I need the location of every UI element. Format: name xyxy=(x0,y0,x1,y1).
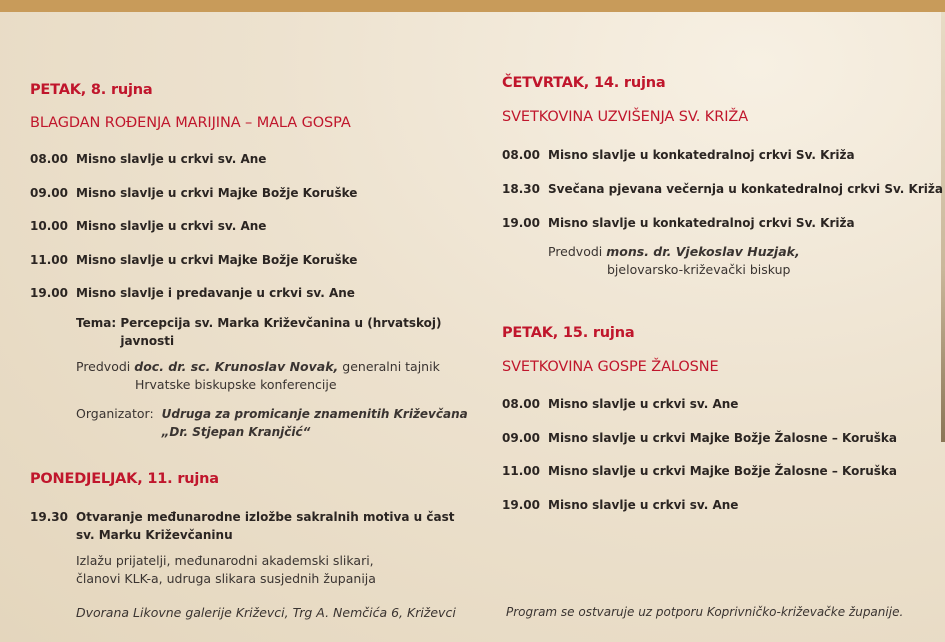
lecture-topic xyxy=(76,314,442,350)
predvodi-label: Predvodi xyxy=(548,244,603,259)
schedule-row xyxy=(502,464,897,478)
event-time: 09.00 xyxy=(30,186,68,200)
top-bar xyxy=(0,0,945,12)
day-heading-petak-8: PETAK, 8. rujna xyxy=(30,82,153,98)
event-time: 10.00 xyxy=(30,219,68,233)
event-time: 08.00 xyxy=(502,148,540,162)
tema-line-2: javnosti xyxy=(120,334,175,348)
presider-note xyxy=(76,358,440,394)
predvodi-label: Predvodi xyxy=(76,359,131,374)
tema-label: Tema: xyxy=(76,316,117,330)
right-edge-shadow xyxy=(941,12,945,442)
schedule-row xyxy=(30,186,357,200)
event-time: 08.00 xyxy=(502,397,540,411)
event-time: 19.00 xyxy=(502,216,540,230)
event-time: 08.00 xyxy=(30,152,68,166)
feast-title-gospe-zalosne: SVETKOVINA GOSPE ŽALOSNE xyxy=(502,359,719,375)
day-heading-cetvrtak-14: ČETVRTAK, 14. rujna xyxy=(502,75,666,91)
event-time: 11.00 xyxy=(30,253,68,267)
event-time: 19.00 xyxy=(502,498,540,512)
presider-note xyxy=(548,243,800,279)
event-text: Misno slavlje u konkatedralnoj crkvi Sv. Križa xyxy=(548,148,855,162)
tema-line-1: Percepcija sv. Marka Križevčanina u (hrvatskoj) xyxy=(120,316,442,330)
presider-name: mons. dr. Vjekoslav Huzjak, xyxy=(606,244,800,259)
event-text: Svečana pjevana večernja u konkatedralnoj crkvi Sv. Križa xyxy=(548,182,943,196)
organizer-line-1: Udruga za promicanje znamenitih Križevčana xyxy=(161,407,468,421)
day-heading-ponedjeljak-11: PONEDJELJAK, 11. rujna xyxy=(30,471,219,487)
sponsor-footer: Program se ostvaruje uz potporu Koprivničko-križevačke županije. xyxy=(506,605,904,619)
schedule-row xyxy=(502,182,943,196)
schedule-row xyxy=(502,216,855,230)
schedule-row xyxy=(30,152,266,166)
schedule-row xyxy=(30,219,266,233)
event-text: Misno slavlje i predavanje u crkvi sv. Ane xyxy=(76,286,355,300)
event-text: Misno slavlje u crkvi Majke Božje Žalosne – Koruška xyxy=(548,431,898,445)
event-time: 18.30 xyxy=(502,182,540,196)
event-text: Misno slavlje u konkatedralnoj crkvi Sv. Križa xyxy=(548,216,855,230)
schedule-row xyxy=(30,253,357,267)
event-text: Misno slavlje u crkvi Majke Božje Koruške xyxy=(76,253,358,267)
event-line-2: sv. Marku Križevčaninu xyxy=(76,528,233,542)
event-time: 11.00 xyxy=(502,464,540,478)
schedule-row xyxy=(502,397,738,411)
organizer-label: Organizator: xyxy=(76,406,154,421)
presider-role: bjelovarsko-križevački biskup xyxy=(607,262,791,277)
event-text: Misno slavlje u crkvi sv. Ane xyxy=(76,152,267,166)
event-line-1: Otvaranje međunarodne izložbe sakralnih motiva u čast xyxy=(76,510,455,524)
organizer-note xyxy=(76,405,468,441)
feast-title-mala-gospa: BLAGDAN ROĐENJA MARIJINA – MALA GOSPA xyxy=(30,115,351,131)
event-text: Misno slavlje u crkvi sv. Ane xyxy=(548,498,739,512)
event-text: Misno slavlje u crkvi sv. Ane xyxy=(548,397,739,411)
exhibitors-note xyxy=(76,552,376,588)
presider-role-2: Hrvatske biskupske konferencije xyxy=(135,377,337,392)
schedule-row xyxy=(502,498,738,512)
schedule-row xyxy=(502,431,897,445)
feast-title-uzvisenje-kriza: SVETKOVINA UZVIŠENJA SV. KRIŽA xyxy=(502,109,749,125)
event-text: Misno slavlje u crkvi Majke Božje Koruške xyxy=(76,186,358,200)
schedule-row xyxy=(502,148,855,162)
exhibition-row xyxy=(30,508,454,544)
event-time: 09.00 xyxy=(502,431,540,445)
event-time: 19.30 xyxy=(30,510,68,524)
schedule-row xyxy=(30,286,355,300)
event-time: 19.00 xyxy=(30,286,68,300)
organizer-line-2: „Dr. Stjepan Kranjčić“ xyxy=(161,425,311,439)
presider-name: doc. dr. sc. Krunoslav Novak, xyxy=(134,359,339,374)
event-text: Misno slavlje u crkvi sv. Ane xyxy=(76,219,267,233)
event-text: Misno slavlje u crkvi Majke Božje Žalosne – Koruška xyxy=(548,464,898,478)
presider-role-1: generalni tajnik xyxy=(342,359,440,374)
exhibitors-line-2: članovi KLK-a, udruga slikara susjednih županija xyxy=(76,571,376,586)
exhibitors-line-1: Izlažu prijatelji, međunarodni akademski slikari, xyxy=(76,553,374,568)
venue-note: Dvorana Likovne galerije Križevci, Trg A. Nemčića 6, Križevci xyxy=(76,605,456,620)
day-heading-petak-15: PETAK, 15. rujna xyxy=(502,325,635,341)
